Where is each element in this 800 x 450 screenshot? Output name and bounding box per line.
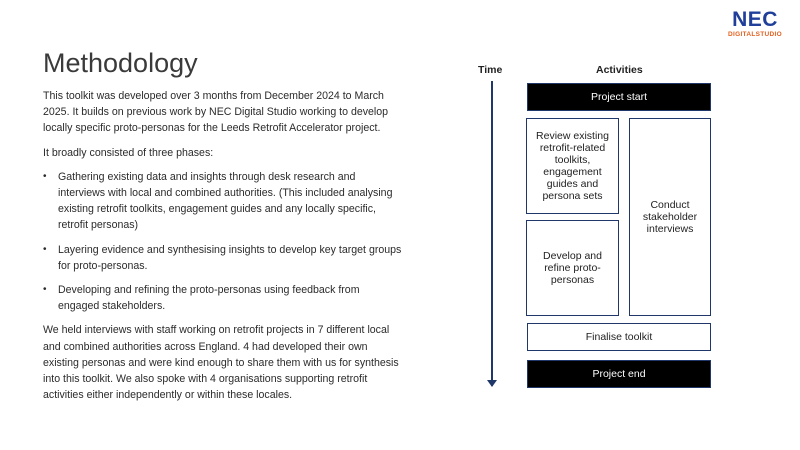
conduct-interviews-box bbox=[629, 118, 711, 316]
intro-paragraph: This toolkit was developed over 3 months from December 2024 to March 2025. It builds on previous work by NEC Digital Studio working to develop locally specific proto-personas for the Leeds Retrofit Accelerator project. bbox=[43, 90, 389, 135]
project-end-label: Project end bbox=[592, 368, 646, 380]
time-label: Time bbox=[478, 64, 503, 76]
finalise-toolkit-label: Finalise toolkit bbox=[585, 331, 653, 343]
project-start-label: Project start bbox=[590, 91, 648, 103]
develop-refine-box bbox=[526, 220, 619, 316]
project-start-box bbox=[527, 83, 711, 111]
methodology-text bbox=[43, 88, 403, 411]
develop-refine-label: Develop and refine proto-personas bbox=[543, 250, 602, 286]
closing-paragraph: We held interviews with staff working on retrofit projects in 7 different local and combined authorities across England. 4 had developed their own existing personas and were kind enough to share them with us for synthesis into this toolkit. We also spoke with 4 organisations supporting retrofit activities either independently or within these locales. bbox=[43, 324, 399, 402]
logo-subtitle: DIGITALSTUDIO bbox=[728, 31, 782, 38]
phase-item-1: • Gathering existing data and insights through desk research and interviews with local and combined authorities. (This included analysing existing retrofit toolkits, engagement guides and any locally specific, retrofit personas) bbox=[43, 169, 403, 234]
timeline-line bbox=[491, 81, 493, 386]
phases-list bbox=[43, 169, 403, 315]
activities-label: Activities bbox=[596, 64, 643, 76]
phases-intro: It broadly consisted of three phases: bbox=[43, 146, 214, 159]
nec-logo bbox=[722, 10, 788, 39]
page-title: Methodology bbox=[43, 48, 198, 78]
conduct-interviews-label: Conduct stakeholder interviews bbox=[642, 199, 698, 235]
logo-brand: NEC bbox=[732, 8, 778, 31]
arrow-down-icon bbox=[487, 380, 497, 387]
finalise-toolkit-box bbox=[527, 323, 711, 351]
review-existing-label: Review existing retrofit-related toolkits, engagement guides and persona sets bbox=[536, 130, 609, 202]
project-end-box bbox=[527, 360, 711, 388]
phase-item-2: • Layering evidence and synthesising insights to develop key target groups for proto-personas. bbox=[43, 242, 403, 274]
review-existing-box bbox=[526, 118, 619, 214]
phase-item-3: • Developing and refining the proto-personas using feedback from engaged stakeholders. bbox=[43, 282, 403, 314]
